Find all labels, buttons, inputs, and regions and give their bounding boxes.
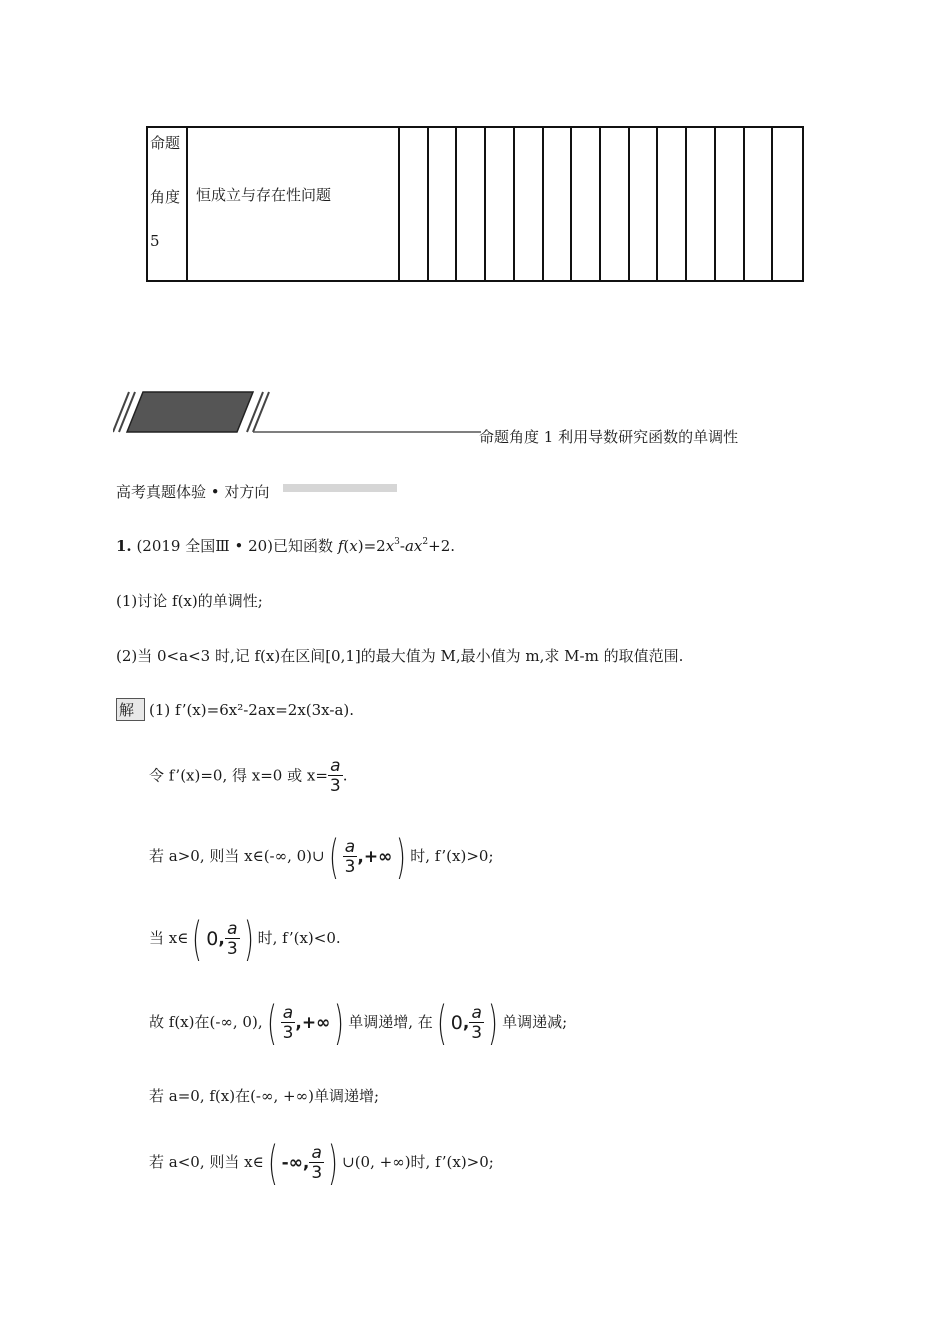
table-empty-cell [745,128,774,280]
section-subheading: 高考真题体验 • 对方向 [116,483,270,501]
table-label-line2: 角度 [150,188,181,206]
table-topic: 恒成立与存在性问题 [196,186,332,204]
table-empty-cell [630,128,659,280]
problem-statement [116,535,455,556]
table-empty-cell [400,128,429,280]
problem-number: 1. [116,537,132,555]
fraction-a-over-3: $\frac{a}{3}$ [226,918,238,959]
table-empty-cell [601,128,630,280]
table-empty-cell [687,128,716,280]
fraction-a-over-3: $\frac{a}{3}$ [329,756,341,796]
solution-line7: 若 a<0, 则当 x∈( -∞, $\frac{a}{3}$ ) ∪(0, +∞)时, f’(x)>0; [149,1136,494,1190]
problem-part2: (2)当 0<a<3 时,记 f(x)在区间[0,1]的最大值为 M,最小值为 m,求 M-m 的取值范围. [116,647,684,665]
table-empty-cell [457,128,486,280]
solution-line3: 若 a>0, 则当 x∈(-∞, 0)∪( $\frac{a}{3}$ ,+∞) 时, f’(x)>0; [149,830,494,884]
subheading-bar [283,484,397,492]
table-empty-cell [572,128,601,280]
problem-source: (2019 全国Ⅲ • 20) [136,537,274,555]
table-topic-cell [188,128,400,280]
problem-part1: (1)讨论 f(x)的单调性; [116,592,263,610]
solution-line2: 令 f’(x)=0, 得 x=0 或 x= $\frac{a}{3}$ . [149,756,348,796]
table-empty-cell [773,128,802,280]
fraction-a-over-3: $\frac{a}{3}$ [344,836,356,877]
banner-dark-block [127,392,253,432]
solution-line6: 若 a=0, f(x)在(-∞, +∞)单调递增; [149,1087,379,1105]
table-empty-cell [429,128,458,280]
problem-function: $f(x)=2x^3-ax^2+2$. [337,537,456,555]
section-title: 命题角度 1 利用导数研究函数的单调性 [479,428,739,446]
table-empty-cell [544,128,573,280]
solution-label: 解 [116,698,145,721]
table-label-line1: 命题 [150,134,181,152]
table-empty-cell [658,128,687,280]
topic-table [146,126,804,282]
fraction-a-over-3: $\frac{a}{3}$ [311,1142,323,1183]
solution-line1-text: (1) f’(x)=6x²-2ax=2x(3x-a). [149,701,355,719]
table-empty-cell [486,128,515,280]
solution-line1 [116,698,354,721]
table-label-line3: 5 [150,232,160,250]
fraction-a-over-3: $\frac{a}{3}$ [282,1002,294,1043]
solution-line4: 当 x∈( 0, $\frac{a}{3}$ ) 时, f’(x)<0. [149,912,341,966]
fraction-a-over-3: $\frac{a}{3}$ [471,1002,483,1043]
table-empty-cell [515,128,544,280]
problem-statement-prefix: 已知函数 [273,537,334,555]
table-label-cell [148,128,188,280]
table-empty-cell [716,128,745,280]
solution-line5: 故 f(x)在(-∞, 0),( $\frac{a}{3}$ ,+∞) 单调递增, 在( 0, $\frac{a}{3}$ ) 单调递减; [149,996,568,1050]
